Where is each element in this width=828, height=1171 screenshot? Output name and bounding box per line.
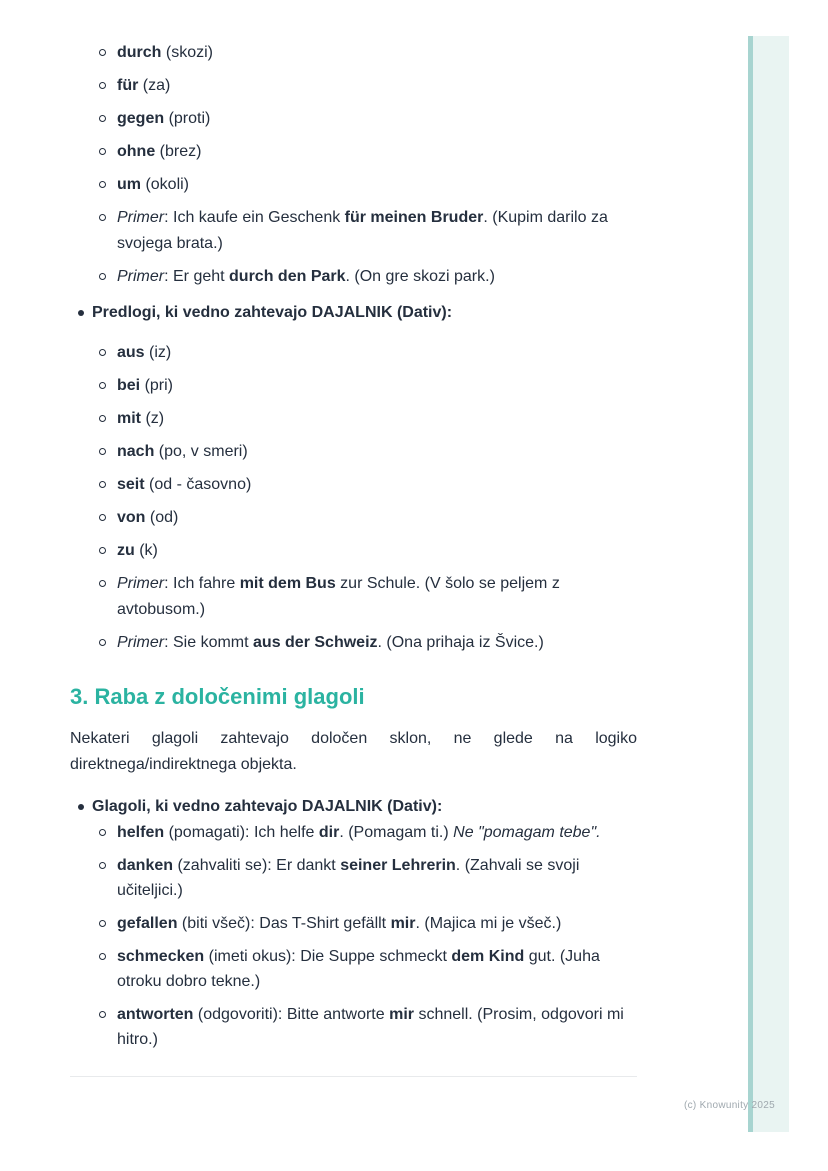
list-item	[70, 505, 637, 531]
circle-bullet-icon	[99, 639, 106, 646]
list-header-text: Predlogi, ki vedno zahtevajo DAJALNIK (Dativ):	[92, 304, 453, 321]
list-item-text: um (okoli)	[117, 176, 190, 193]
list-item	[70, 439, 637, 465]
list-item-text: Primer: Ich fahre mit dem Bus zur Schule. (V šolo se peljem z avtobusom.)	[117, 575, 560, 618]
circle-bullet-icon	[99, 953, 106, 960]
list-item-text: aus (iz)	[117, 344, 172, 361]
list-item	[70, 205, 637, 257]
list-item	[70, 571, 637, 623]
section-heading: 3. Raba z določenimi glagoli	[70, 684, 365, 709]
list-item	[70, 172, 637, 198]
list-item-text: bei (pri)	[117, 377, 174, 394]
list-item	[70, 538, 637, 564]
list-item-text: seit (od - časovno)	[117, 476, 252, 493]
dativ-prepositions-header	[70, 300, 637, 326]
list-item-text: von (od)	[117, 509, 179, 526]
circle-bullet-icon	[99, 214, 106, 221]
list-item	[70, 911, 637, 936]
list-item	[70, 853, 637, 903]
list-item-text: nach (po, v smeri)	[117, 443, 248, 460]
circle-bullet-icon	[99, 148, 106, 155]
circle-bullet-icon	[99, 82, 106, 89]
circle-bullet-icon	[99, 862, 106, 869]
circle-bullet-icon	[99, 829, 106, 836]
circle-bullet-icon	[99, 547, 106, 554]
list-item-text: mit (z)	[117, 410, 165, 427]
circle-bullet-icon	[99, 115, 106, 122]
disc-bullet-icon	[78, 804, 84, 810]
list-item	[70, 40, 637, 66]
circle-bullet-icon	[99, 1011, 106, 1018]
list-item	[70, 820, 637, 845]
circle-bullet-icon	[99, 273, 106, 280]
list-header-text: Glagoli, ki vedno zahtevajo DAJALNIK (Dativ):	[92, 798, 443, 815]
circle-bullet-icon	[99, 920, 106, 927]
list-item-text: für (za)	[117, 77, 171, 94]
circle-bullet-icon	[99, 181, 106, 188]
divider	[70, 1076, 637, 1077]
list-item-text: ohne (brez)	[117, 143, 202, 160]
list-item-text: Primer: Er geht durch den Park. (On gre skozi park.)	[117, 268, 495, 285]
dativ-prepositions-list	[70, 340, 637, 656]
circle-bullet-icon	[99, 580, 106, 587]
list-item-text: helfen (pomagati): Ich helfe dir. (Pomagam ti.) Ne "pomagam tebe".	[117, 824, 601, 841]
list-item	[70, 139, 637, 165]
circle-bullet-icon	[99, 481, 106, 488]
list-item	[70, 264, 637, 290]
list-item	[70, 1002, 637, 1052]
document-content	[70, 0, 637, 1077]
intro-paragraph: Nekateri glagoli zahtevajo določen sklon, ne glede na logiko direktnega/indirektnega objekta.	[70, 730, 637, 773]
list-item	[70, 944, 637, 994]
list-item	[70, 106, 637, 132]
dativ-verbs-list	[70, 820, 637, 1052]
list-item-text: gefallen (biti všeč): Das T-Shirt gefällt mir. (Majica mi je všeč.)	[117, 915, 562, 932]
circle-bullet-icon	[99, 349, 106, 356]
akkusativ-prepositions-list	[70, 40, 637, 290]
list-item-text: antworten (odgovoriti): Bitte antworte mir schnell. (Prosim, odgovori mi hitro.)	[117, 1006, 624, 1048]
list-item	[70, 630, 637, 656]
circle-bullet-icon	[99, 514, 106, 521]
list-item-text: Primer: Ich kaufe ein Geschenk für meinen Bruder. (Kupim darilo za svojega brata.)	[117, 209, 608, 252]
page-edge-highlight	[753, 36, 789, 1132]
list-item-text: danken (zahvaliti se): Er dankt seiner Lehrerin. (Zahvali se svoji učiteljici.)	[117, 857, 580, 899]
list-item	[70, 406, 637, 432]
copyright-footer: (c) Knowunity 2025	[683, 1100, 775, 1111]
list-item	[70, 340, 637, 366]
dativ-verbs-header	[70, 794, 637, 820]
circle-bullet-icon	[99, 382, 106, 389]
list-item	[70, 73, 637, 99]
list-item-text: gegen (proti)	[117, 110, 211, 127]
list-item-text: Primer: Sie kommt aus der Schweiz. (Ona prihaja iz Švice.)	[117, 634, 544, 651]
circle-bullet-icon	[99, 415, 106, 422]
list-item	[70, 472, 637, 498]
page-edge-bar	[748, 36, 753, 1132]
circle-bullet-icon	[99, 448, 106, 455]
circle-bullet-icon	[99, 49, 106, 56]
list-item	[70, 373, 637, 399]
list-item-text: durch (skozi)	[117, 44, 214, 61]
disc-bullet-icon	[78, 310, 84, 316]
list-item-text: zu (k)	[117, 542, 158, 559]
list-item-text: schmecken (imeti okus): Die Suppe schmeckt dem Kind gut. (Juha otroku dobro tekne.)	[117, 948, 600, 990]
